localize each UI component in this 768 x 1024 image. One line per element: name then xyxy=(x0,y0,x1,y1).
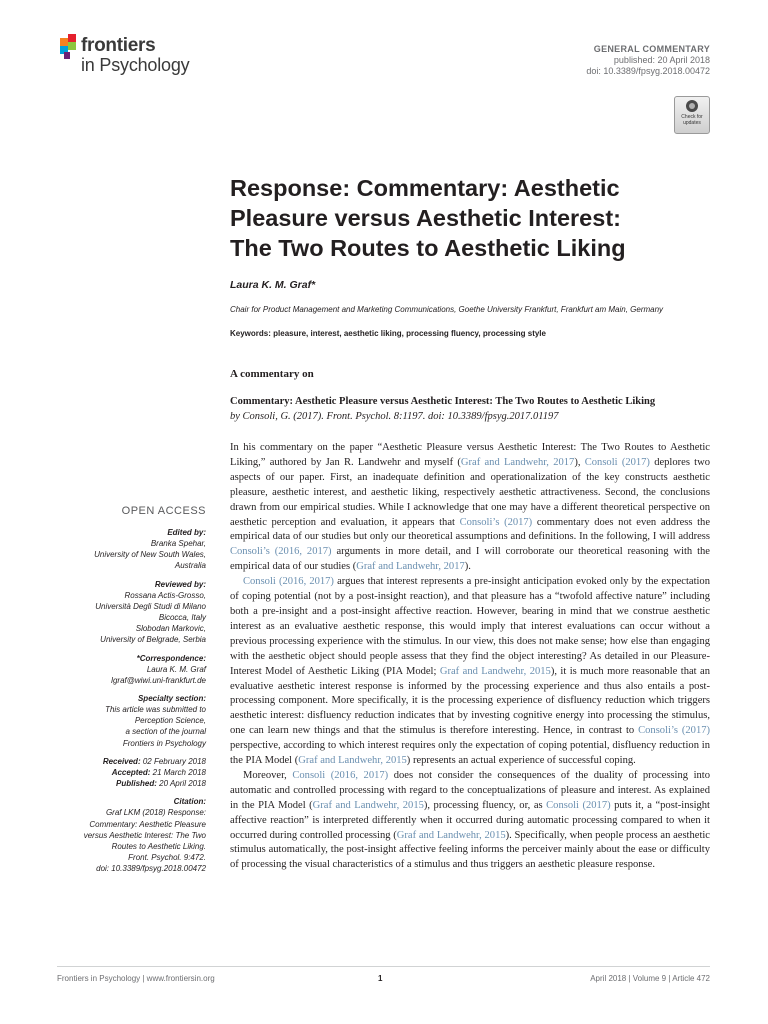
citation-line: versus Aesthetic Interest: The Two xyxy=(83,830,206,840)
journal-name-brand: frontiers xyxy=(81,35,156,56)
body-text: Moreover, xyxy=(243,769,293,781)
body-paragraph xyxy=(230,575,710,769)
body-text: commentary does not even address the empirical data of our studies but only our theoretical assumptions and definitions. In the following, I will address xyxy=(230,516,710,543)
body-text: argues that interest represents a pre-insight anticipation evoked only by the expectation of coping potential (not by a post-insight reaction), and that pleasure has a “twofold affective nature” including both a pre-insight and a post-insight affective reaction. However, bearing in mind that we construe aesthetic interest as an evaluative aesthetic response, this would imply that interest evaluations can occur without a previous processing experience with the stimulus. In our view, this does not make sense; how else than engaging with the aesthetic object should people assess that they find the object interesting? As detailed in our Pleasure-Interest Model of Aesthetic Liking (PIA Model; xyxy=(230,576,710,677)
body-text: ), it is much more reasonable that an evaluative aesthetic interest response is informed by the processing experience and thus also entails a post-processing component. More specifically, it is the processing experience of disfluency reduction which triggers aesthetic interest: disfluency reduction indicates that by investing cognitive energy into processing the stimulus, one can learn new things and that the stimulus is therefore interesting. Hence, in contrast to xyxy=(230,665,710,737)
title-line: The Two Routes to Aesthetic Liking xyxy=(230,235,626,261)
body-text: ), xyxy=(574,456,585,468)
reviewer-line: Università Degli Studi di Milano xyxy=(95,601,206,611)
reviewed-by-label: Reviewed by: xyxy=(154,579,206,589)
body-text: In his commentary on the paper “Aesthetic Pleasure versus Aesthetic Interest: The Two Routes to Aesthetic Liking,” authored by Jan R. Landwehr and myself ( xyxy=(230,442,710,468)
specialty-line: This article was submitted to xyxy=(105,705,206,715)
accepted-date xyxy=(6,767,206,778)
citation-link[interactable]: Graf and Landwehr, 2015 xyxy=(439,665,551,677)
citation-link[interactable]: Graf and Landwehr, 2015 xyxy=(312,799,424,811)
author-name[interactable]: Laura K. M. Graf* xyxy=(230,279,316,291)
author-affiliation: Chair for Product Management and Marketing Communications, Goethe University Frankfurt, Frankfurt am Main, Germany xyxy=(230,305,664,314)
received-label: Received: xyxy=(102,756,141,766)
article-body xyxy=(230,441,710,873)
citation-link[interactable]: Consoli’s (2017) xyxy=(459,516,533,528)
editor-line: Branka Spehar, xyxy=(150,539,206,548)
received-date xyxy=(6,756,206,767)
frontiers-logo-icon xyxy=(57,34,79,60)
specialty-line: Perception Science, xyxy=(134,716,206,726)
citation-link[interactable]: Consoli (2016, 2017) xyxy=(243,576,334,588)
title-line: Response: Commentary: Aesthetic xyxy=(230,175,620,201)
received-value: 02 February 2018 xyxy=(142,756,206,766)
reviewer-line: Bicocca, Italy xyxy=(158,613,206,623)
citation-link[interactable]: Graf and Landwehr, 2015 xyxy=(298,755,407,767)
open-access-label: OPEN ACCESS xyxy=(121,505,206,517)
body-paragraph xyxy=(230,441,710,575)
citation-line: Front. Psychol. 9:472. xyxy=(128,853,206,863)
citation-link[interactable]: Consoli (2017) xyxy=(546,799,611,811)
article-sidebar xyxy=(6,505,206,875)
published-label: Published: xyxy=(116,779,157,789)
citation-link[interactable]: Consoli’s (2017) xyxy=(638,725,711,737)
page-number: 1 xyxy=(378,974,383,983)
journal-logo[interactable] xyxy=(57,34,217,80)
specialty-line: Frontiers in Psychology xyxy=(122,738,206,748)
published-date: published: 20 April 2018 xyxy=(613,55,710,65)
reviewer-line: University of Belgrade, Serbia xyxy=(100,635,206,645)
keywords xyxy=(230,329,546,338)
article-type: GENERAL COMMENTARY xyxy=(593,44,710,54)
citation-doi-link[interactable]: doi: 10.3389/fpsyg.2018.00472 xyxy=(96,864,206,874)
commentary-citation: by Consoli, G. (2017). Front. Psychol. 8:1197. doi: 10.3389/fpsyg.2017.01197 xyxy=(230,411,559,422)
check-updates-label: Check for updates xyxy=(681,114,703,126)
correspondence-label: *Correspondence: xyxy=(136,653,206,663)
specialty-section-label: Specialty section: xyxy=(137,694,206,704)
citation-link[interactable]: Consoli (2016, 2017) xyxy=(292,769,389,781)
keywords-label: Keywords: xyxy=(230,329,271,338)
commentary-heading: A commentary on xyxy=(230,368,314,380)
body-paragraph xyxy=(230,769,710,873)
published-value: 20 April 2018 xyxy=(159,779,206,789)
check-for-updates-button[interactable] xyxy=(674,96,710,134)
citation-line: Commentary: Aesthetic Pleasure xyxy=(89,819,206,829)
citation-link[interactable]: Consoli (2017) xyxy=(584,456,650,468)
published-date-sidebar xyxy=(6,778,206,789)
body-text: does not consider the consequences of the duality of processing into automatic and controlled processing with regard to the conceptualizations of pleasure and interest. As explained in the PIA Model ( xyxy=(230,769,710,811)
title-line: Pleasure versus Aesthetic Interest: xyxy=(230,205,621,231)
footer-journal-link[interactable]: Frontiers in Psychology | www.frontiersin.org xyxy=(57,974,215,983)
citation-label: Citation: xyxy=(173,797,206,807)
editor-line: Australia xyxy=(174,561,206,571)
citation-link[interactable]: Consoli’s (2016, 2017) xyxy=(230,546,332,558)
commentary-title[interactable]: Commentary: Aesthetic Pleasure versus Aesthetic Interest: The Two Routes to Aesthetic Liking xyxy=(230,396,656,407)
article-title xyxy=(230,173,710,263)
specialty-line: a section of the journal xyxy=(125,727,206,737)
citation-link[interactable]: Graf and Landwehr, 2017 xyxy=(356,561,465,573)
body-text: puts it, a “post-insight affective reaction” is interpreted differently when it occurred during automatic processing compared to when it occurred during controlled processing ( xyxy=(230,799,710,841)
citation-line: Routes to Aesthetic Liking. xyxy=(111,842,206,852)
correspondence-name: Laura K. M. Graf xyxy=(146,664,206,674)
body-text: perspective, according to which interest requires only the expectation of coping potential, disfluency reduction in the PIA Model ( xyxy=(230,740,710,767)
check-updates-icon xyxy=(686,100,698,112)
body-text: deplores two aspects of our paper. First, an inadequate definition and operationalization of the key constructs aesthetic pleasure, aesthetic interest, and aesthetic liking, respectively aesthetic attractiveness. Second, the conclusions drawn from our empirical studies. While I acknowledge that one may have a different theoretical perspective on aesthetic perception and evaluation, it appears that xyxy=(230,456,711,528)
citation-line: Graf LKM (2018) Response: xyxy=(105,808,206,818)
correspondence-email-link[interactable]: lgraf@wiwi.uni-frankfurt.de xyxy=(111,675,206,685)
footer-divider xyxy=(57,966,710,967)
body-text: arguments in more detail, and I will corroborate our theoretical reasoning with the empirical data of our studies ( xyxy=(230,546,710,573)
editor-line: University of New South Wales, xyxy=(94,550,206,560)
body-text: ). Specifically, when people process an aesthetic stimulus automatically, the post-insight affective feeling informs the perceiver mainly about the ease or difficulty of processing the visual characteristics of a stimulus and thus triggers an aesthetic pleasure response. xyxy=(230,829,710,871)
body-text: ) represents an actual experience of successful coping. xyxy=(406,755,636,767)
edited-by-label: Edited by: xyxy=(167,528,206,537)
accepted-label: Accepted: xyxy=(111,768,151,778)
doi-link[interactable]: doi: 10.3389/fpsyg.2018.00472 xyxy=(586,66,710,76)
keywords-list: pleasure, interest, aesthetic liking, processing fluency, processing style xyxy=(273,329,546,338)
body-text: ). xyxy=(464,561,471,573)
article-header-meta xyxy=(586,44,710,77)
body-text: ), processing fluency, or, as xyxy=(423,799,547,811)
citation-link[interactable]: Graf and Landwehr, 2015 xyxy=(396,829,506,841)
reviewer-line: Slobodan Markovic, xyxy=(135,624,206,634)
accepted-value: 21 March 2018 xyxy=(152,768,206,778)
journal-name-sub: in Psychology xyxy=(81,55,190,75)
citation-link[interactable]: Graf and Landwehr, 2017 xyxy=(460,456,575,468)
reviewer-line: Rossana Actis-Grosso, xyxy=(124,590,206,600)
footer-volume-info: April 2018 | Volume 9 | Article 472 xyxy=(590,974,710,983)
